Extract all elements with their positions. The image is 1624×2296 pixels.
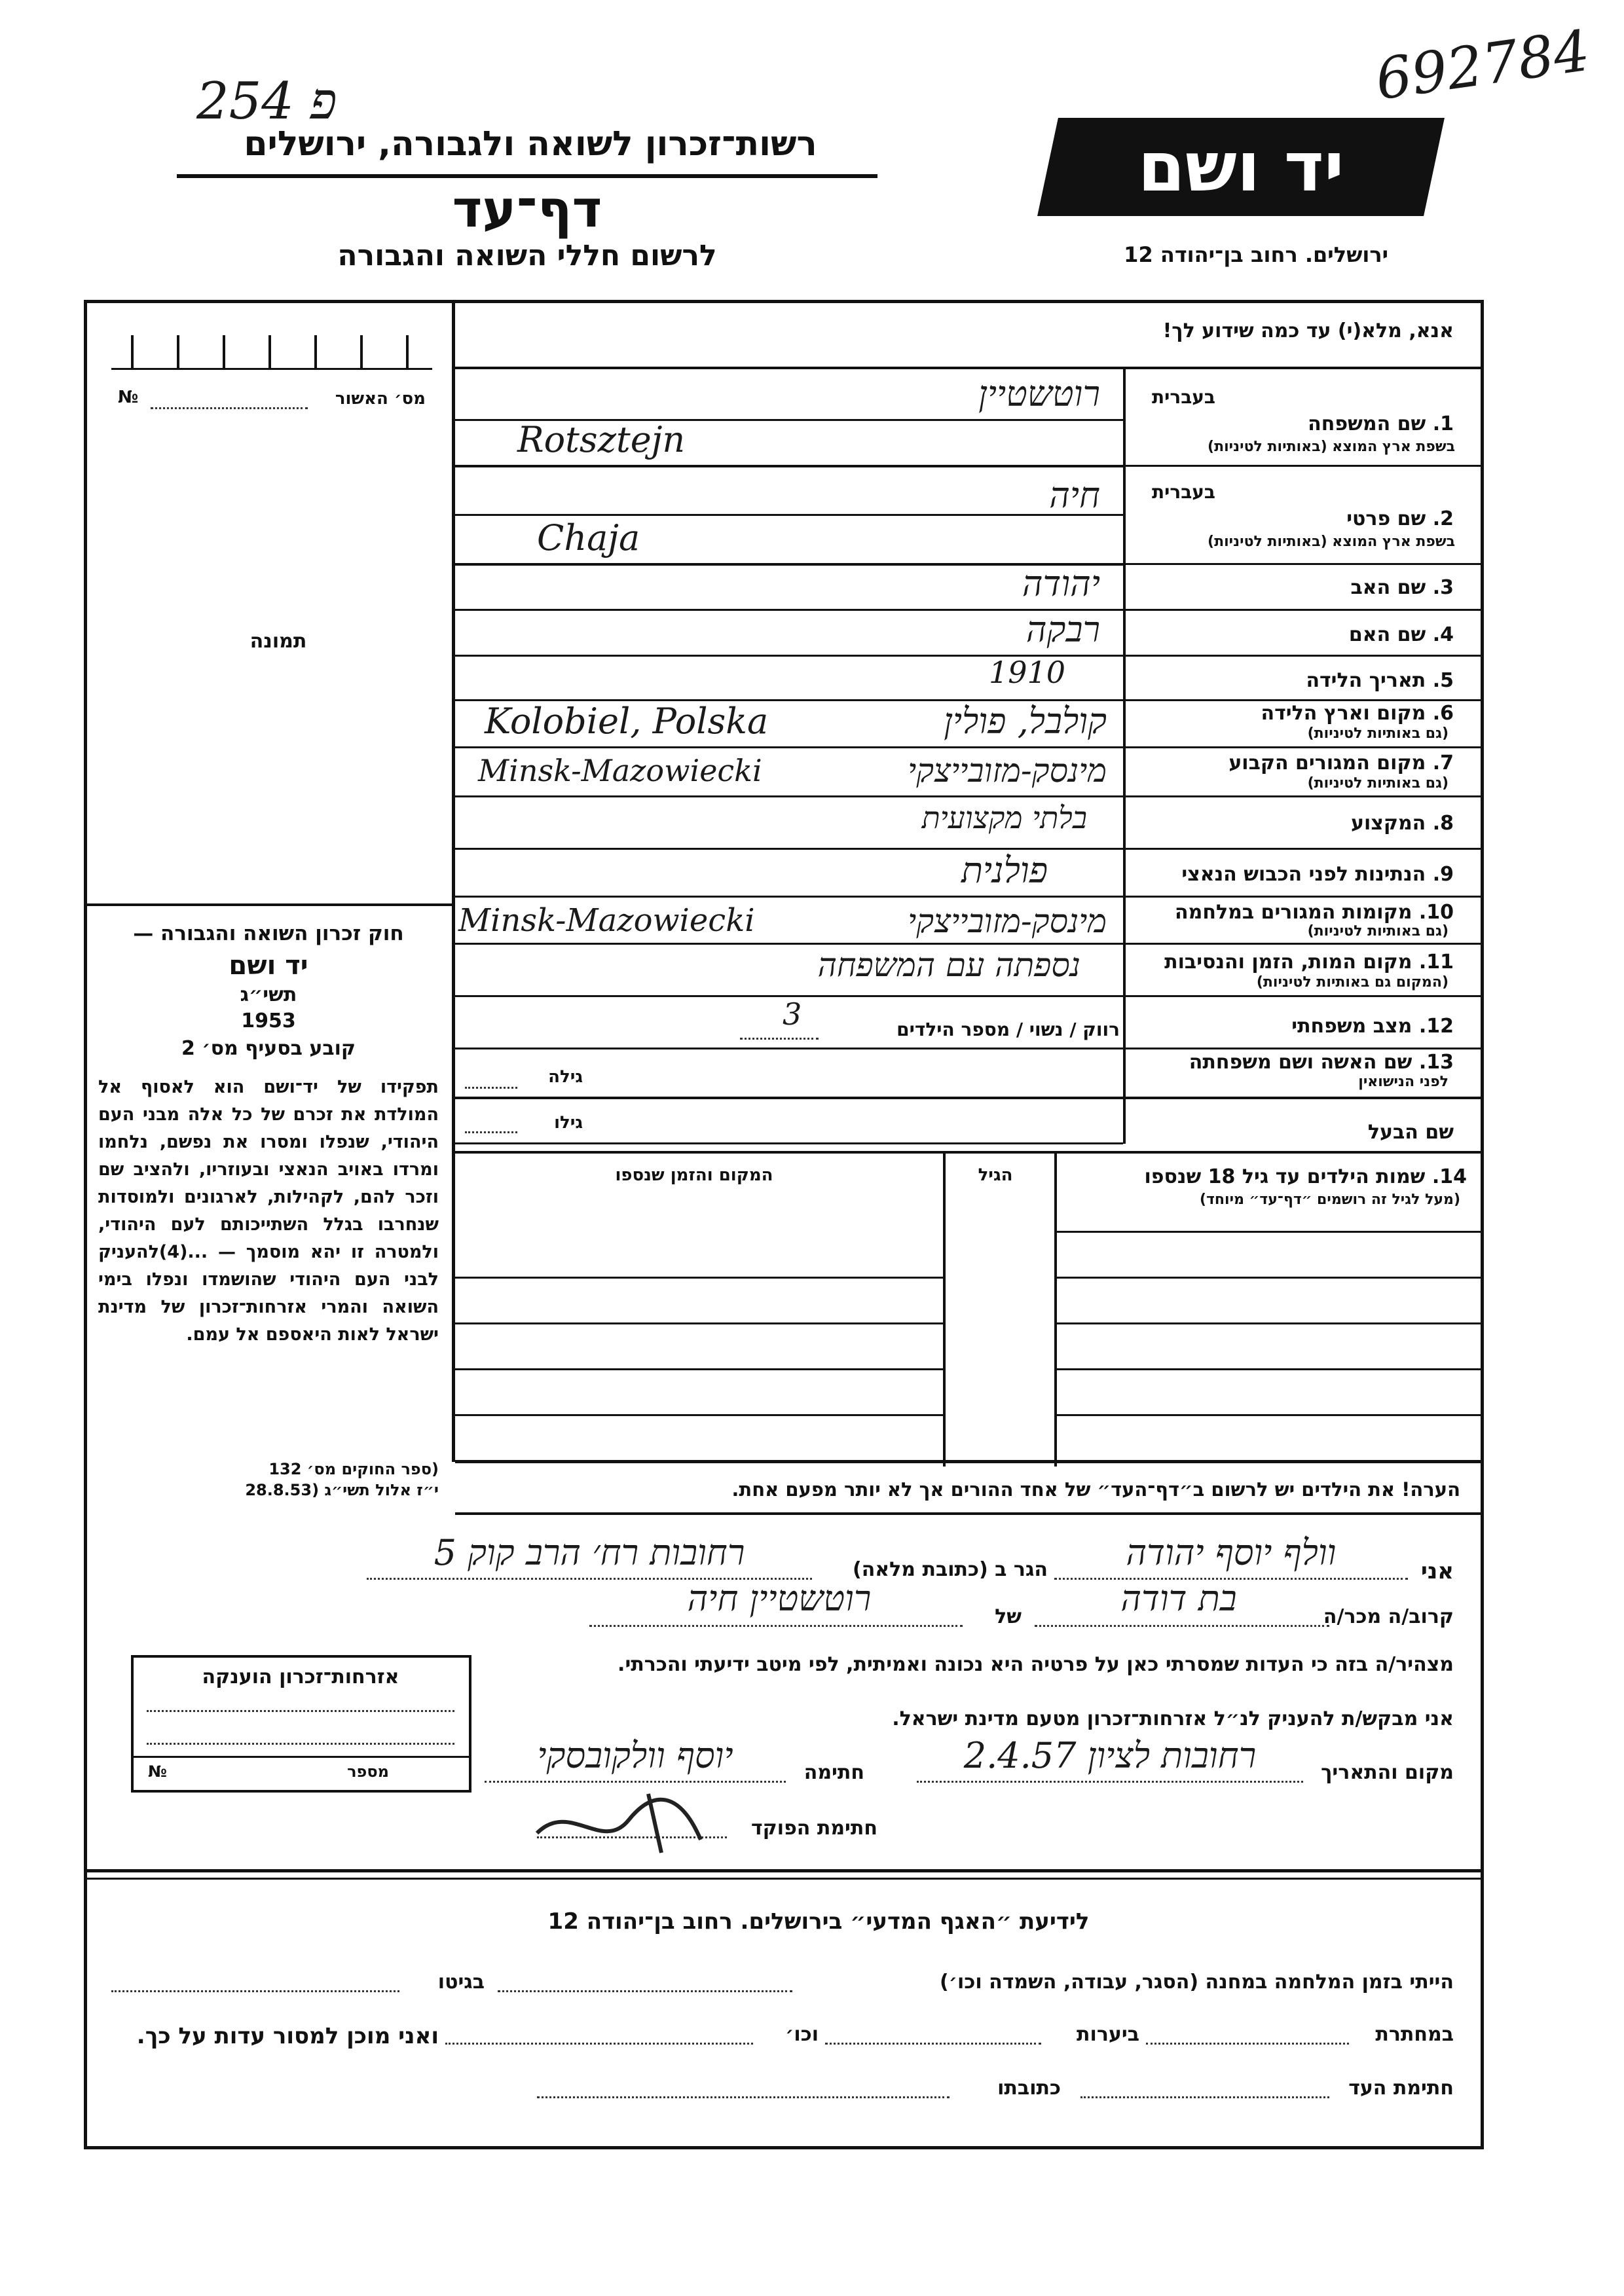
f14-col-age: הגיל (978, 1165, 1013, 1185)
f6-sublabel: (גם באותיות לטיניות) (1307, 725, 1449, 742)
f10-label: 10. מקומות המגורים במלחמה (1175, 901, 1454, 924)
f14-col-divider-2 (943, 1152, 946, 1467)
footer-line1-blank (498, 1990, 792, 1992)
f9-value: פולנית (961, 850, 1048, 891)
declaration-i-value: וולף יוסף יהודה (1126, 1532, 1337, 1573)
f12-label: 12. מצב משפחתי (1291, 1015, 1454, 1038)
ticks-box (111, 327, 432, 370)
f11-label: 11. מקום המות, הזמן והנסיבות (1164, 951, 1454, 974)
declaration-signature-value: יוסף וולקובסקי (537, 1735, 733, 1776)
f10-latin-value: Minsk-Mazowiecki (458, 902, 755, 939)
cert-number-symbol: № (118, 388, 139, 407)
remark: הערה! את הילדים יש לרשום ב״דף־העד״ של אחד ההורים אך לא יותר מפעם אחת. (731, 1478, 1460, 1501)
f7-sublabel: (גם באותיות לטיניות) (1307, 775, 1449, 792)
footer-line3-blank-2 (537, 2096, 950, 2098)
photo-box-bottom (84, 903, 454, 906)
logo-text: יד ושם (1137, 127, 1344, 207)
declaration-place-date-label: מקום והתאריך (1321, 1761, 1454, 1784)
f13-husband-age-line (465, 1131, 517, 1133)
f1-label: 1. שם המשפחה (1308, 412, 1454, 435)
officer-signature-mark (530, 1781, 727, 1859)
f7-hebrew-value: מינסק-מזובייצקי (908, 752, 1107, 790)
footer-line2-b: ביערות (1077, 2023, 1139, 2046)
f1-latin-value: Rotsztejn (517, 419, 686, 460)
f2-hebrew-tag: בעברית (1151, 481, 1215, 503)
f13-husband-age-label: גילו (554, 1113, 583, 1133)
declaration-of-line (589, 1625, 963, 1627)
f1-hebrew-value: רוטשטיין (978, 373, 1100, 414)
f14-table-bottom (455, 1460, 1484, 1463)
archive-number-right: 692784 (1371, 18, 1594, 113)
citizenship-number-symbol: № (148, 1762, 167, 1781)
f13-age-line (465, 1087, 517, 1089)
f3-label: 3. שם האב (1350, 576, 1454, 599)
footer-line3-blank-1 (1080, 2096, 1329, 2098)
f5-label: 5. תאריך הלידה (1306, 669, 1454, 692)
fill-notice: אנא, מלא(י) עד כמה שידוע לך! (1162, 319, 1454, 342)
f13-husband-label: שם הבעל (1367, 1121, 1454, 1144)
declaration-of-value: רוטשטיין חיה (687, 1578, 872, 1619)
left-panel-divider (452, 300, 455, 1462)
f2-sublabel: בשפת ארץ המוצא (באותיות לטיניות) (1208, 534, 1455, 550)
f14-sublabel: (מעל לגיל זה רושמים ״דף־עד״ מיוחד) (1199, 1192, 1460, 1208)
f3-value: יהודה (1022, 563, 1100, 604)
f7-latin-value: Minsk-Mazowiecki (478, 753, 762, 788)
citizenship-line-1 (147, 1710, 454, 1712)
f2-latin-value: Chaja (537, 517, 640, 558)
footer-line3-b: כתובתו (997, 2077, 1061, 2100)
f10-sublabel: (גם באותיות לטיניות) (1307, 923, 1449, 939)
cert-number-label: מס׳ האשור (335, 389, 426, 409)
f13-label: 13. שם האשה ושם משפחתה (1189, 1051, 1454, 1074)
declaration-resides-value: רחובות רח׳ הרב קוק 5 (434, 1532, 745, 1573)
declaration-relative-line (1035, 1625, 1329, 1627)
f12-children-line (740, 1038, 819, 1040)
declaration-request: אני מבקש/ת להעניק לנ״ל אזרחות־זכרון מטעם מדינת ישראל. (892, 1707, 1454, 1730)
f6-hebrew-value: קולבל, פולין (944, 701, 1107, 742)
f6-label: 6. מקום וארץ הלידה (1261, 702, 1454, 725)
footer-line2-blank-3 (445, 2043, 753, 2045)
law-reference-2: י״ז אלול תשי״ג (28.8.53 (245, 1481, 439, 1499)
f4-value: רבקה (1025, 609, 1100, 650)
f11-sublabel: (המקום גם באותיות לטיניות) (1256, 974, 1449, 991)
fields-top-rule (452, 367, 1484, 369)
form-subtitle: לרשום חללי השואה והגבורה (337, 239, 717, 272)
cert-number-line (151, 407, 308, 409)
f9-label: 9. הנתינות לפני הכבוש הנאצי (1181, 863, 1454, 886)
footer-line2-a: במחתרת (1375, 2023, 1454, 2046)
declaration-place-date-line (917, 1781, 1303, 1783)
form-title: דף־עד (452, 180, 602, 239)
footer-line2-d: ואני מוכן למסור עדות על כך. (136, 2023, 439, 2049)
declaration-relative-label: קרוב/ה מכר/ה (1323, 1605, 1454, 1628)
citizenship-title: אזרחות־זכרון הוענקה (202, 1666, 399, 1688)
declaration-statement: מצהיר/ה בזה כי העדות שמסרתי כאן על פרטיה היא נכונה ואמיתית, לפי מיטב ידיעתי והכרתי. (618, 1653, 1454, 1676)
declaration-relative-value: בת דודה (1120, 1578, 1237, 1619)
law-text: תפקידו של יד־ושם הוא לאסוף אל המולדת את זכרם של כל אלה מבני העם היהודי, שנפלו ומסרו את נפשם, נלחמו ומרדו באויב הנאצי ובעוזריו, ולהציב שם וזכר להם, לקהילות, לארגונים ולמוסדות שנחרבו בגלל השתייכותם לעם היהודי, ולמטרה זו יהא מוסמך — ...(4)להעניק לבני העם היהודי שהושמדו ונפלו בימי השואה והמרי אזרחות־זכרון של מדינת ישראל לאות היאספם אל עמם. (98, 1077, 439, 1345)
declaration-of-label: של (995, 1605, 1022, 1628)
law-reference-1: (ספר החוקים מס׳ 132 (268, 1460, 439, 1478)
footer-line2-blank-1 (1146, 2043, 1349, 2045)
footer-rule-1 (84, 1869, 1484, 1872)
declaration-i-label: אני (1420, 1558, 1454, 1584)
law-name: יד ושם (229, 951, 308, 981)
citizenship-number-label: מספר (347, 1762, 389, 1781)
declaration-place-date-value: רחובות לציון 2.4.57 (963, 1735, 1257, 1776)
f6-latin-value: Kolobiel, Polska (485, 701, 769, 742)
footer-line1-end (111, 1990, 399, 1992)
f14-col-divider-1 (1054, 1152, 1057, 1467)
yad-vashem-logo (1037, 118, 1445, 216)
citizenship-line-2 (147, 1743, 454, 1745)
f2-hebrew-value: חיה (1049, 475, 1100, 516)
f1-sublabel: בשפת ארץ המוצא (באותיות לטיניות) (1208, 439, 1455, 455)
citizenship-number-rule (134, 1756, 469, 1758)
footer-line1-a: הייתי בזמן המלחמה במחנה (הסגר, עבודה, השמדה וכו׳) (940, 1971, 1454, 1994)
f1-hebrew-tag: בעברית (1151, 386, 1215, 408)
header-address: ירושלים. רחוב בן־יהודה 12 (1124, 242, 1388, 267)
declaration-resides-label: הגר ב (כתובת מלאה) (852, 1558, 1048, 1581)
footer-line3-a: חתימת העד (1348, 2077, 1454, 2100)
f8-value: בלתי מקצועית (921, 800, 1087, 835)
header-rule (177, 174, 877, 178)
f5-value: 1910 (989, 655, 1066, 690)
law-year: 1953 (241, 1010, 296, 1032)
f14-col-place: המקום והזמן שנספו (615, 1165, 773, 1185)
fields-label-divider (1123, 368, 1126, 1144)
f13-age-label: גילה (548, 1067, 583, 1087)
f11-value: נספתה עם המשפחה (817, 946, 1080, 984)
org-name: רשות־זכרון לשואה ולגבורה, ירושלים (244, 124, 817, 164)
archive-number-left: 254 פ (196, 72, 337, 131)
citizenship-box (131, 1655, 471, 1793)
f14-label: 14. שמות הילדים עד גיל 18 שנספו (1144, 1165, 1467, 1188)
remark-rule (455, 1512, 1484, 1515)
f7-label: 7. מקום המגורים הקבוע (1228, 752, 1454, 774)
footer-line2-blank-2 (825, 2043, 1041, 2045)
f12-options: רווק / נשוי / מספר הילדים (896, 1019, 1120, 1040)
footer-line2-c: וכו׳ (785, 2023, 819, 2046)
law-title: חוק זכרון השואה והגבורה — (133, 922, 404, 945)
f10-hebrew-value: מינסק-מזובייצקי (908, 902, 1107, 940)
footer-title: לידיעת ״האגף המדעי״ בירושלים. רחוב בן־יהודה 12 (547, 1908, 1090, 1935)
officer-signature-label: חתימת הפוקד (751, 1817, 877, 1840)
declaration-signature-label: חתימה (803, 1761, 864, 1784)
f12-children-count: 3 (783, 996, 802, 1032)
f13-sublabel: לפני הנישואין (1358, 1074, 1449, 1090)
f4-label: 4. שם האם (1348, 623, 1454, 646)
law-section: קובע בסעיף מס׳ 2 (181, 1037, 356, 1060)
law-year-hebrew: תשי״ג (240, 983, 297, 1006)
photo-label: תמונה (249, 630, 307, 653)
f8-label: 8. המקצוע (1351, 812, 1454, 835)
footer-rule-2 (84, 1878, 1484, 1880)
footer-line1-b: בגיטו (437, 1971, 485, 1994)
f2-label: 2. שם פרטי (1346, 507, 1454, 530)
